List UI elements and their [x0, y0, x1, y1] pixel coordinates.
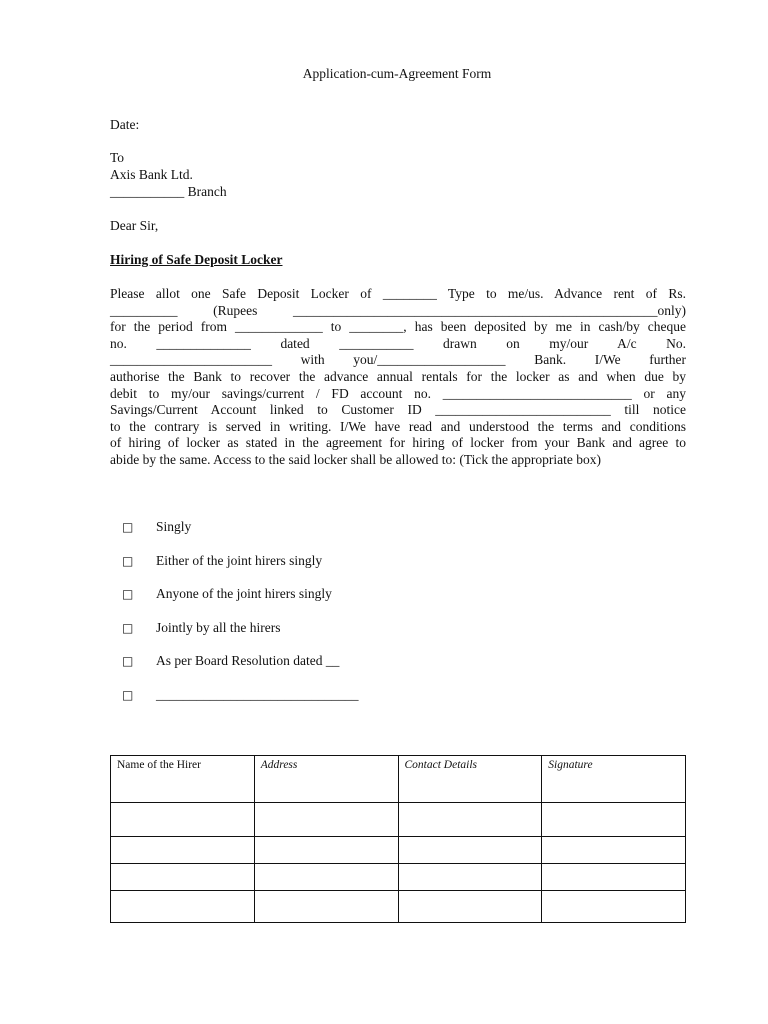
cell-name[interactable]	[111, 837, 255, 864]
body-line: __________ (Rupees ______________________________________________________only)	[110, 302, 686, 318]
option-singly[interactable]	[122, 519, 191, 537]
date-label: Date:	[110, 117, 140, 132]
option-other[interactable]	[122, 687, 359, 705]
body-line: Please allot one Safe Deposit Locker of ________ Type to me/us. Advance rent of Rs.	[110, 286, 686, 301]
cell-signature[interactable]	[542, 864, 686, 891]
header-contact-details: Contact Details	[398, 756, 542, 803]
checkbox-icon[interactable]: □	[122, 520, 134, 534]
form-title: Application-cum-Agreement Form	[302, 66, 492, 81]
cell-address[interactable]	[254, 803, 398, 837]
body-line: debit to my/our savings/current / FD account no. ____________________________ or any	[110, 385, 686, 401]
cell-address[interactable]	[254, 837, 398, 864]
option-anyone-joint[interactable]	[122, 586, 332, 604]
address-branch: ___________ Branch	[110, 184, 227, 199]
body-line: authorise the Bank to recover the advance annual rentals for the locker as and when due by	[110, 368, 686, 384]
cell-contact[interactable]	[398, 803, 542, 837]
header-address: Address	[254, 756, 398, 803]
cell-name[interactable]	[111, 891, 255, 923]
checkbox-icon[interactable]: □	[122, 621, 134, 635]
cell-contact[interactable]	[398, 837, 542, 864]
cell-signature[interactable]	[542, 891, 686, 923]
checkbox-icon[interactable]: □	[122, 554, 134, 568]
option-label: Singly	[156, 519, 192, 534]
checkbox-icon[interactable]: □	[122, 654, 134, 668]
hirers-table	[110, 755, 686, 923]
header-signature: Signature	[542, 756, 686, 803]
option-jointly-all[interactable]	[122, 620, 280, 638]
checkbox-icon[interactable]: □	[122, 587, 134, 601]
cell-signature[interactable]	[542, 837, 686, 864]
table-header-row	[111, 756, 686, 803]
subject-heading: Hiring of Safe Deposit Locker	[110, 252, 283, 267]
header-name-of-hirer: Name of the Hirer	[111, 756, 255, 803]
cell-signature[interactable]	[542, 803, 686, 837]
table-row	[111, 891, 686, 923]
cell-address[interactable]	[254, 891, 398, 923]
body-line: for the period from _____________ to ________, has been deposited by me in cash/by cheque	[110, 319, 686, 335]
checkbox-icon[interactable]: □	[122, 688, 134, 702]
recipient-address	[110, 150, 686, 201]
body-line: Savings/Current Account linked to Customer ID __________________________ till notice	[110, 402, 686, 418]
address-to: To	[110, 150, 125, 165]
body-line: ________________________ with you/___________________ Bank. I/We further	[110, 352, 686, 368]
cell-name[interactable]	[111, 803, 255, 837]
body-paragraph	[110, 286, 686, 469]
table-row	[111, 837, 686, 864]
body-line: to the contrary is served in writing. I/We have read and understood the terms and conditions	[110, 418, 686, 434]
cell-contact[interactable]	[398, 891, 542, 923]
body-line: no. ______________ dated ___________ drawn on my/our A/c No.	[110, 335, 686, 351]
table-row	[111, 803, 686, 837]
cell-name[interactable]	[111, 864, 255, 891]
cell-address[interactable]	[254, 864, 398, 891]
table-row	[111, 864, 686, 891]
body-line: of hiring of locker as stated in the agreement for hiring of locker from your Bank and agree to	[110, 435, 686, 451]
option-label: Jointly by all the hirers	[156, 620, 281, 635]
option-label: As per Board Resolution dated __	[156, 653, 340, 668]
option-board-resolution[interactable]	[122, 653, 339, 671]
address-bank: Axis Bank Ltd.	[110, 167, 193, 182]
option-label: Anyone of the joint hirers singly	[156, 586, 332, 601]
option-label: ______________________________	[156, 687, 359, 702]
body-line: abide by the same. Access to the said locker shall be allowed to: (Tick the appropriate box)	[110, 451, 601, 467]
cell-contact[interactable]	[398, 864, 542, 891]
option-label: Either of the joint hirers singly	[156, 553, 323, 568]
option-either-joint[interactable]	[122, 553, 322, 571]
salutation: Dear Sir,	[110, 218, 159, 233]
